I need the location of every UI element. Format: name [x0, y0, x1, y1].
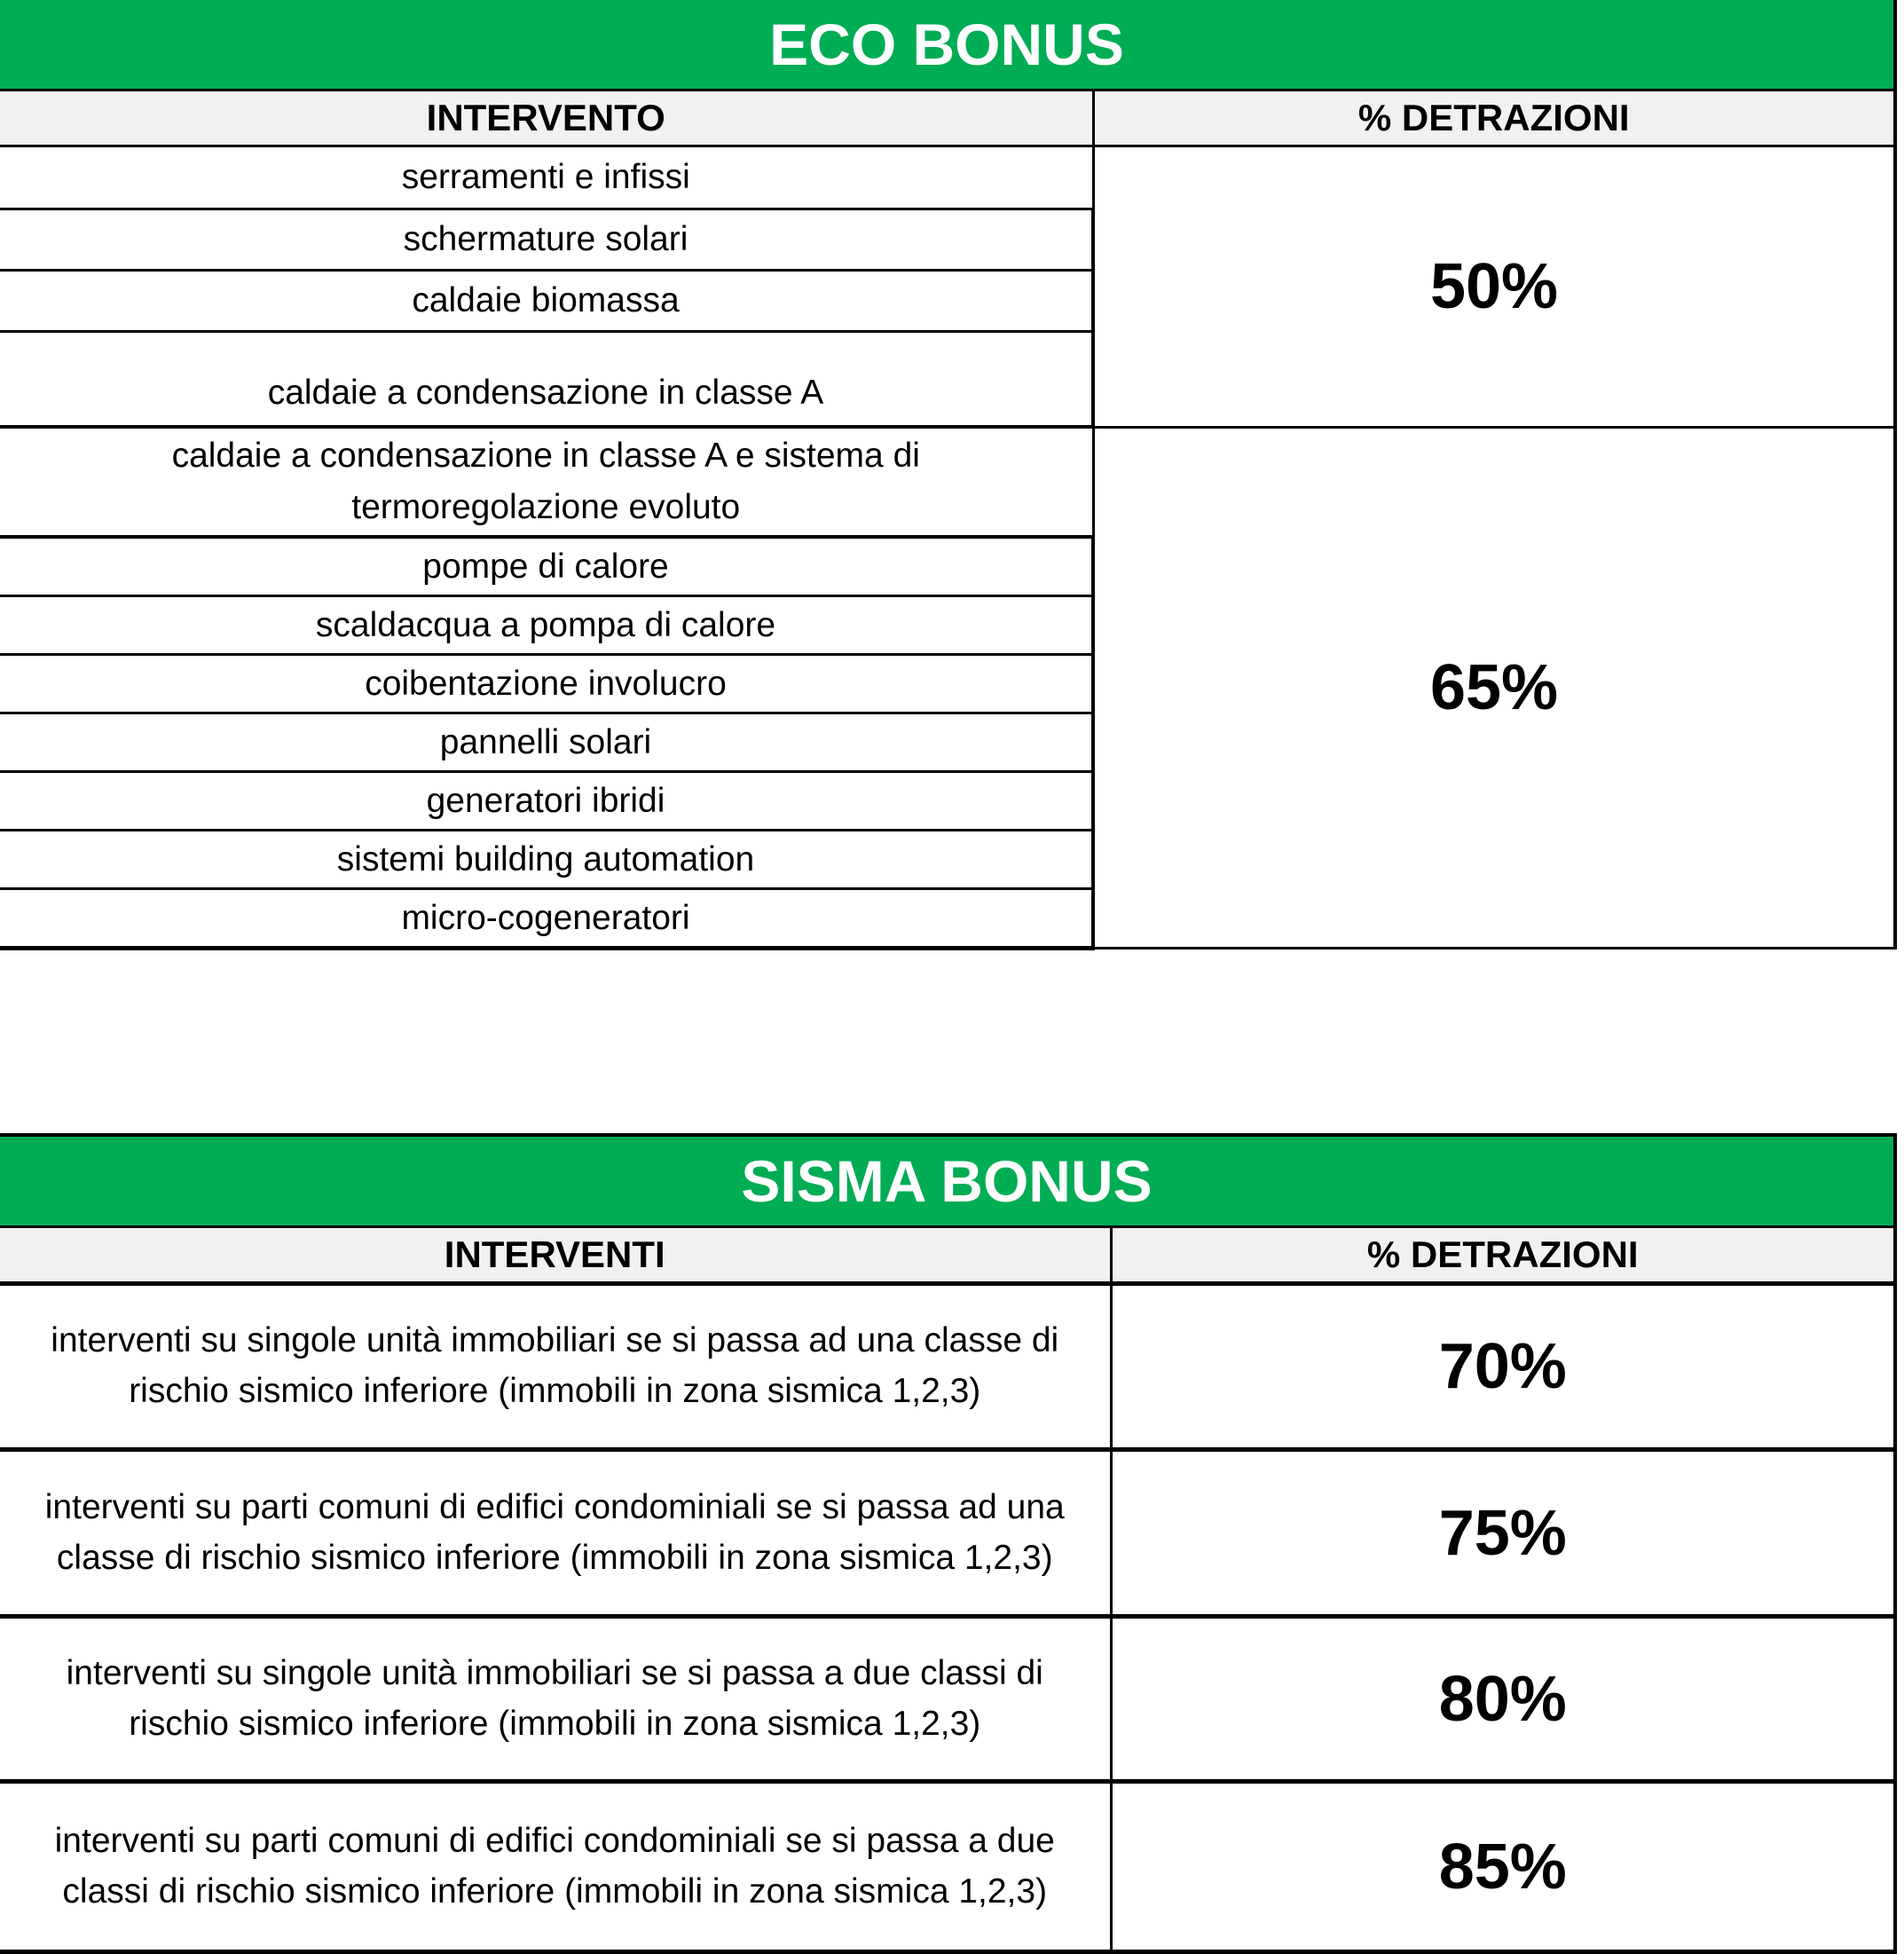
sisma-pct-70-cell: 70% [1111, 1284, 1895, 1450]
eco-item-schermature: schermature solari [0, 209, 1093, 271]
eco-pct-50-cell: 50% [1093, 146, 1895, 428]
cell-text: interventi su parti comuni di edifici condominiali se si passa ad una classe di rischio sismico inferiore (immobili in zona sismica 1,2,3) [44, 1487, 1065, 1577]
cell-text: interventi su parti comuni di edifici condominiali se si passa a due classi di rischio sismico inferiore (immobili in zona sismica 1,2,3) [54, 1821, 1055, 1911]
cell-text: caldaie a condensazione in classe A e sistema di termoregolazione evoluto [171, 436, 920, 526]
eco-header-detrazioni: % DETRAZIONI [1093, 91, 1895, 146]
sisma-item-comuni-due-classi [0, 1782, 1111, 1952]
eco-item-pannelli-solari: pannelli solari [0, 713, 1093, 772]
sisma-bonus-table [0, 1133, 1897, 1954]
eco-item-caldaie-classe-a: caldaie a condensazione in classe A [0, 332, 1093, 428]
eco-title: ECO BONUS [0, 0, 1895, 91]
eco-title-row [0, 0, 1895, 91]
sisma-title: SISMA BONUS [0, 1135, 1895, 1227]
sisma-header-row [0, 1227, 1895, 1284]
eco-header-intervento: INTERVENTO [0, 91, 1093, 146]
eco-item-scaldacqua: scaldacqua a pompa di calore [0, 596, 1093, 655]
sisma-pct-85-cell: 85% [1111, 1782, 1895, 1952]
eco-item-micro-cogeneratori: micro-cogeneratori [0, 889, 1093, 949]
sisma-item-comuni-una-classe [0, 1450, 1111, 1617]
table-row [0, 1782, 1895, 1952]
sisma-pct-80-cell: 80% [1111, 1617, 1895, 1782]
eco-item-generatori-ibridi: generatori ibridi [0, 772, 1093, 831]
eco-item-caldaie-biomassa: caldaie biomassa [0, 271, 1093, 332]
cell-text: interventi su singole unità immobiliari se si passa a due classi di rischio sismico inferiore (immobili in zona sismica 1,2,3) [66, 1653, 1043, 1743]
table-row [0, 427, 1895, 537]
sisma-item-singole-due-classi [0, 1617, 1111, 1782]
sisma-header-interventi: INTERVENTI [0, 1227, 1111, 1284]
table-row [0, 1450, 1895, 1617]
eco-header-row [0, 91, 1895, 146]
eco-item-building-automation: sistemi building automation [0, 831, 1093, 889]
eco-pct-65-cell: 65% [1093, 427, 1895, 949]
eco-bonus-table [0, 0, 1897, 950]
eco-item-coibentazione: coibentazione involucro [0, 655, 1093, 713]
eco-item-pompe-calore: pompe di calore [0, 537, 1093, 596]
table-row [0, 1617, 1895, 1782]
table-row [0, 146, 1895, 209]
table-row [0, 1284, 1895, 1450]
sisma-title-row [0, 1135, 1895, 1227]
sisma-pct-75-cell: 75% [1111, 1450, 1895, 1617]
cell-text: interventi su singole unità immobiliari se si passa ad una classe di rischio sismico inferiore (immobili in zona sismica 1,2,3) [51, 1321, 1059, 1410]
eco-item-caldaie-termoregolazione [0, 427, 1093, 537]
sisma-header-detrazioni: % DETRAZIONI [1111, 1227, 1895, 1284]
sisma-item-singole-una-classe [0, 1284, 1111, 1450]
eco-item-serramenti: serramenti e infissi [0, 146, 1093, 209]
